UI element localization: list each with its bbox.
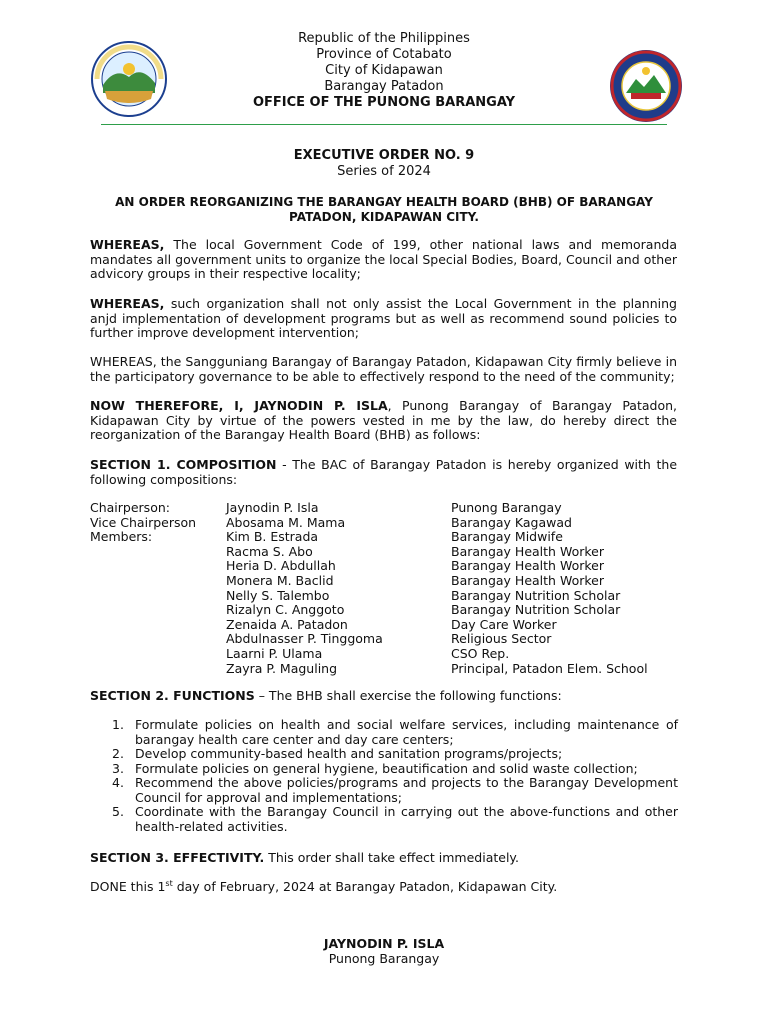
composition-position: Barangay Midwife	[451, 529, 563, 545]
composition-row	[90, 516, 680, 531]
composition-position: Barangay Health Worker	[451, 572, 604, 588]
function-item	[112, 805, 678, 834]
composition-row	[90, 501, 680, 516]
function-number: 3.	[112, 760, 124, 776]
composition-name: Abosama M. Mama	[226, 514, 346, 530]
now-therefore-text: , Punong Barangay of Barangay Patadon, Kidapawan City by virtue of the powers vested in me by the law, do hereby direct the reorganization of the Barangay Health Board (BHB) as follows:	[90, 398, 677, 443]
now-therefore-paragraph	[90, 399, 677, 443]
composition-role: Members:	[90, 529, 153, 545]
function-item	[112, 747, 678, 762]
composition-name: Zayra P. Maguling	[226, 660, 338, 676]
function-text: Recommend the above policies/programs and projects to the Barangay Development Council for approval and implementations;	[135, 775, 678, 805]
composition-role	[90, 647, 226, 662]
composition-row	[90, 618, 680, 633]
composition-row	[90, 559, 680, 574]
whereas-paragraph-2	[90, 297, 677, 341]
header-city: City of Kidapawan	[325, 63, 443, 78]
function-item	[112, 776, 678, 805]
function-number: 4.	[112, 775, 124, 790]
whereas-paragraph-1	[90, 238, 677, 282]
composition-row	[90, 603, 680, 618]
section-1-heading: SECTION 1. COMPOSITION	[90, 457, 277, 472]
header-province: Province of Cotabato	[316, 47, 452, 62]
whereas-text: such organization shall not only assist the Local Government in the planning anjd implementation of development programs but as well as recommend sound policies to further improve development intervention;	[90, 296, 677, 341]
whereas-lead: WHEREAS,	[90, 296, 165, 311]
composition-position: Punong Barangay	[451, 500, 562, 515]
composition-position: Principal, Patadon Elem. School	[451, 660, 648, 676]
composition-role	[90, 603, 226, 618]
composition-role	[90, 574, 226, 589]
composition-name: Laarni P. Ulama	[226, 645, 323, 661]
section-1-paragraph	[90, 458, 677, 487]
composition-role	[90, 545, 226, 560]
composition-role	[90, 662, 226, 677]
functions-list	[112, 718, 678, 834]
section-2-heading: SECTION 2. FUNCTIONS	[90, 688, 255, 703]
function-text: Formulate policies on general hygiene, beautification and solid waste collection;	[135, 760, 638, 776]
section-2-text: – The BHB shall exercise the following functions:	[254, 688, 562, 703]
composition-position: Barangay Nutrition Scholar	[451, 587, 621, 603]
section-1-text: - The BAC of Barangay Patadon is hereby organized with the following compositions:	[90, 457, 678, 487]
order-series: Series of 2024	[337, 164, 431, 179]
done-text-end: day of February, 2024 at Barangay Patadon, Kidapawan City.	[172, 879, 558, 894]
function-number: 5.	[112, 804, 124, 819]
whereas-text: The local Government Code of 199, other national laws and memoranda mandates all government units to organize the local Special Bodies, Board, Council and other advicory groups in their respective locality;	[90, 237, 677, 282]
composition-position: Religious Sector	[451, 631, 552, 647]
header-barangay: Barangay Patadon	[324, 79, 444, 94]
function-item	[112, 762, 678, 777]
composition-position: CSO Rep.	[451, 645, 510, 661]
composition-row	[90, 647, 680, 662]
composition-name: Jaynodin P. Isla	[226, 500, 319, 515]
composition-position: Day Care Worker	[451, 616, 557, 632]
function-item	[112, 718, 678, 747]
composition-name: Zenaida A. Patadon	[226, 616, 348, 632]
whereas-lead: WHEREAS,	[90, 237, 165, 252]
done-text-start: DONE this 1	[90, 879, 166, 894]
composition-row	[90, 589, 680, 604]
composition-table	[90, 501, 680, 676]
composition-name: Rizalyn C. Anggoto	[226, 602, 345, 618]
composition-row	[90, 545, 680, 560]
composition-role	[90, 589, 226, 604]
composition-position: Barangay Nutrition Scholar	[451, 602, 621, 618]
composition-position: Barangay Health Worker	[451, 543, 604, 559]
composition-position: Barangay Kagawad	[451, 514, 572, 530]
composition-name: Abdulnasser P. Tinggoma	[226, 631, 383, 647]
function-text: Develop community-based health and sanitation programs/projects;	[135, 746, 563, 761]
header-office: OFFICE OF THE PUNONG BARANGAY	[252, 95, 516, 110]
order-number: EXECUTIVE ORDER NO. 9	[293, 148, 475, 163]
composition-name: Kim B. Estrada	[226, 529, 319, 545]
order-title: AN ORDER REORGANIZING THE BARANGAY HEALTH BOARD (BHB) OF BARANGAY PATADON, KIDAPAWAN CITY.	[115, 195, 653, 224]
section-2-paragraph	[90, 689, 677, 704]
composition-role	[90, 632, 226, 647]
composition-name: Racma S. Abo	[226, 543, 313, 559]
letterhead	[0, 31, 768, 111]
composition-row	[90, 530, 680, 545]
composition-name: Monera M. Baclid	[226, 572, 334, 588]
composition-row	[90, 574, 680, 589]
function-text: Coordinate with the Barangay Council in carrying out the above-functions and other health-related activities.	[135, 804, 678, 834]
done-ordinal-suffix: st	[165, 878, 173, 888]
composition-role: Vice Chairperson	[90, 514, 197, 530]
composition-role	[90, 559, 226, 574]
function-number: 2.	[112, 746, 124, 761]
composition-name: Nelly S. Talembo	[226, 587, 330, 603]
section-3-heading: SECTION 3. EFFECTIVITY.	[90, 850, 265, 865]
composition-role	[90, 618, 226, 633]
composition-position: Barangay Health Worker	[451, 558, 604, 574]
done-paragraph	[90, 880, 677, 895]
function-text: Formulate policies on health and social welfare services, including maintenance of barangay health care center and day care centers;	[135, 717, 678, 747]
whereas-text: WHEREAS, the Sangguniang Barangay of Barangay Patadon, Kidapawan City firmly believe in the participatory governance to be able to effectively respond to the need of the community;	[90, 354, 677, 384]
composition-role: Chairperson:	[90, 500, 170, 515]
composition-row	[90, 632, 680, 647]
signatory-title: Punong Barangay	[328, 951, 440, 966]
whereas-paragraph-3	[90, 355, 677, 384]
section-3-paragraph	[90, 851, 677, 866]
now-therefore-lead: NOW THEREFORE, I, JAYNODIN P. ISLA	[90, 398, 388, 413]
composition-row	[90, 662, 680, 677]
composition-name: Heria D. Abdullah	[226, 558, 336, 574]
header-divider	[101, 124, 667, 125]
header-republic: Republic of the Philippines	[298, 31, 470, 46]
section-3-text: This order shall take effect immediately.	[264, 850, 520, 865]
signatory-name: JAYNODIN P. ISLA	[323, 936, 445, 951]
function-number: 1.	[112, 717, 124, 732]
